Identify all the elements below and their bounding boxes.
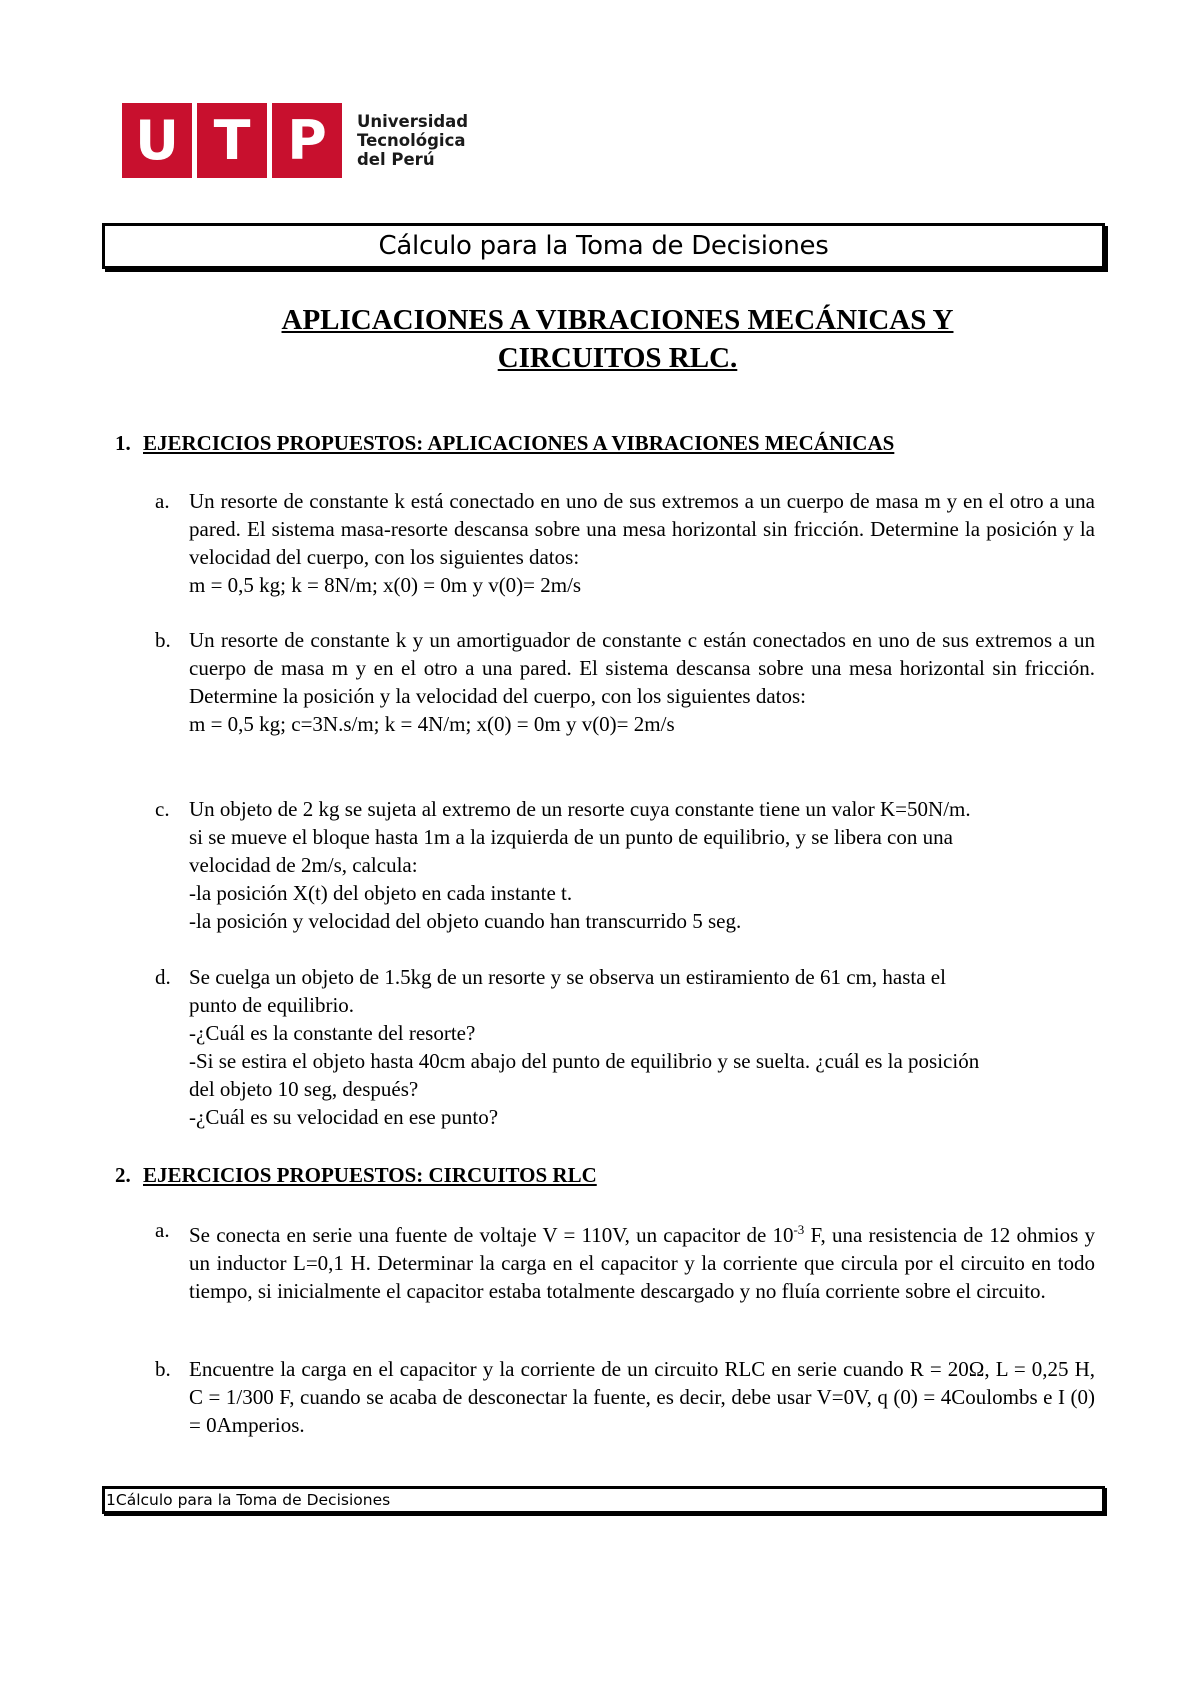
item-letter: c. [155,797,170,821]
item-line: -la posición X(t) del objeto en cada instante t. [189,881,573,905]
item-line: -¿Cuál es la constante del resorte? [189,1021,476,1045]
item-line: -la posición y velocidad del objeto cuando han transcurrido 5 seg. [189,909,742,933]
exercise-1a [155,487,1095,599]
exercise-1d [155,963,1095,1131]
main-title-line-2: CIRCUITOS RLC. [497,342,738,374]
item-line: -Si se estira el objeto hasta 40cm abajo del punto de equilibrio y se suelta. ¿cuál es la posición [189,1049,980,1073]
section-title: EJERCICIOS PROPUESTOS: APLICACIONES A VIBRACIONES MECÁNICAS [143,431,895,455]
exercise-1b [155,626,1095,738]
logo-letter-u: U [122,103,192,178]
utp-logo [122,103,468,178]
exercise-1c [155,795,1095,935]
logo-wordmark [357,112,468,169]
logo-line-1: Universidad [357,112,469,131]
item-text: Encuentre la carga en el capacitor y la corriente de un circuito RLC en serie cuando R = 20Ω, L = 0,25 H, C = 1/300 F, cuando se acaba de desconectar la fuente, es decir, debe usar V=0V, q (0) = 4Coulombs e I (0) = 0Amperios. [189,1357,1095,1437]
item-data: m = 0,5 kg; k = 8N/m; x(0) = 0m y v(0)= 2m/s [189,573,582,597]
footer-page-number: 1 [106,1491,116,1509]
section-1-heading [115,431,894,456]
item-line: punto de equilibrio. [189,993,355,1017]
item-letter: a. [155,489,170,513]
section-2-heading [115,1163,597,1188]
header-title: Cálculo para la Toma de Decisiones [378,231,829,261]
item-text: Un resorte de constante k y un amortiguador de constante c están conectados en uno de sus extremos a un cuerpo de masa m y en el otro a una pared. El sistema descansa sobre una mesa horizontal sin fricción. Determine la posición y la velocidad del cuerpo, con los siguientes datos: [189,628,1095,708]
footer-text: Cálculo para la Toma de Decisiones [115,1491,391,1509]
main-title-line-1: APLICACIONES A VIBRACIONES MECÁNICAS Y [281,304,954,336]
item-text-before: Se conecta en serie una fuente de voltaje V = 110V, un capacitor de 10 [189,1223,794,1247]
footer-box [102,1486,1105,1514]
item-text-after: F, una resistencia de 12 ohmios y un inductor L=0,1 H. Determinar la carga en el capacitor y la corriente que circula por el circuito en todo tiempo, si inicialmente el capacitor estaba totalmente descargado y no fluía corriente sobre el circuito. [189,1223,1096,1303]
item-line: velocidad de 2m/s, calcula: [189,853,418,877]
section-number: 1. [115,431,131,455]
header-box [102,223,1105,269]
logo-line-2: Tecnológica [357,131,466,150]
logo-letter-t: T [197,103,267,178]
item-letter: d. [155,965,171,989]
main-title [150,301,1085,377]
section-title: EJERCICIOS PROPUESTOS: CIRCUITOS RLC [143,1163,597,1187]
item-data: m = 0,5 kg; c=3N.s/m; k = 4N/m; x(0) = 0m y v(0)= 2m/s [189,712,675,736]
logo-line-3: del Perú [357,150,435,169]
item-superscript: -3 [793,1222,805,1237]
exercise-2b [155,1355,1095,1439]
item-text: Un resorte de constante k está conectado en uno de sus extremos a un cuerpo de masa m y en el otro a una pared. El sistema masa-resorte descansa sobre una mesa horizontal sin fricción. Determine la posición y la velocidad del cuerpo, con los siguientes datos: [189,489,1095,569]
item-text [189,1216,1095,1305]
section-number: 2. [115,1163,131,1187]
item-line: Se cuelga un objeto de 1.5kg de un resorte y se observa un estiramiento de 61 cm, hasta el [189,965,946,989]
item-letter: b. [155,1357,171,1381]
item-line: del objeto 10 seg, después? [189,1077,419,1101]
logo-letter-p: P [272,103,342,178]
item-line: Un objeto de 2 kg se sujeta al extremo de un resorte cuya constante tiene un valor K=50N/m. [189,797,971,821]
item-line: -¿Cuál es su velocidad en ese punto? [189,1105,499,1129]
item-letter: a. [155,1218,170,1242]
exercise-2a [155,1216,1095,1305]
item-letter: b. [155,628,171,652]
item-line: si se mueve el bloque hasta 1m a la izquierda de un punto de equilibrio, y se libera con una [189,825,953,849]
